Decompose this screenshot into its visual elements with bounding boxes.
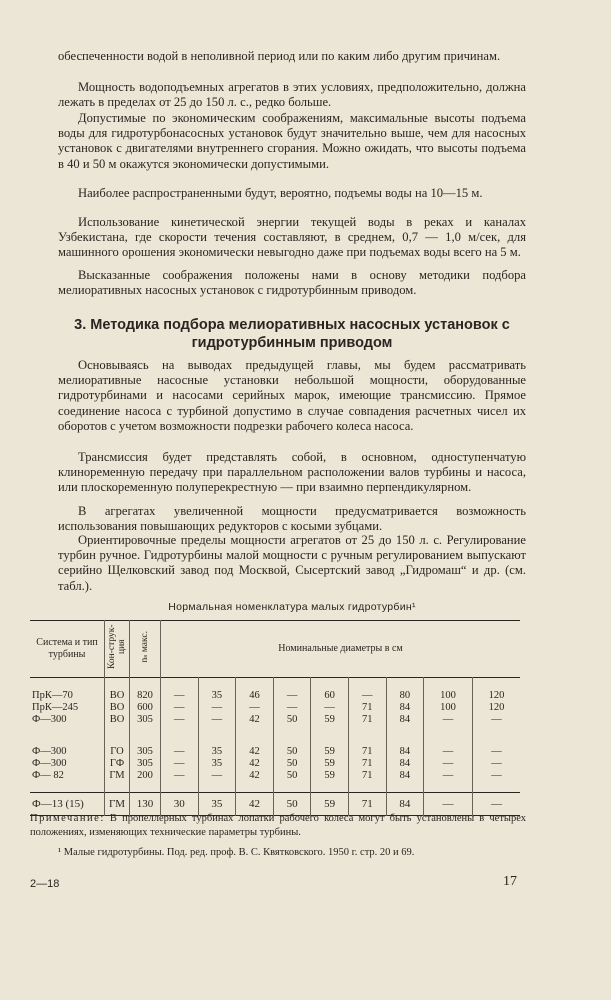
table-cell: ПрК—245: [32, 702, 79, 713]
table-cell: 50: [273, 770, 311, 782]
table-cell: 305: [130, 758, 161, 770]
table-cell: —: [472, 793, 520, 816]
table-spacer-row: [30, 782, 520, 793]
table-cell: 84: [386, 702, 424, 714]
table-cell: —: [424, 758, 473, 770]
table-cell: 820: [130, 690, 161, 702]
paragraph-6: Высказанные соображения положены нами в основу методики подбора мелиоративных насосных установок с гидротурбинным приводом.: [58, 268, 526, 298]
table-cell: 84: [386, 714, 424, 726]
table-cell: 42: [236, 746, 274, 758]
table-cell: —: [424, 793, 473, 816]
table-cell: 46: [236, 690, 274, 702]
table-cell: —: [472, 714, 520, 726]
table-cell: 42: [236, 758, 274, 770]
table-cell: 71: [348, 758, 386, 770]
table-cell: 84: [386, 758, 424, 770]
table-cell: ГФ: [105, 758, 130, 770]
table-cell: 84: [386, 746, 424, 758]
table-cell: Ф— 82: [32, 770, 64, 781]
table-cell: 84: [386, 770, 424, 782]
table-spacer-row: [30, 726, 520, 736]
footnote: ¹ Малые гидротурбины. Под. ред. проф. В. С. Квятковского. 1950 г. стр. 20 и 69.: [58, 847, 415, 858]
table-cell: Ф—300: [32, 714, 67, 725]
table-cell: 59: [311, 793, 349, 816]
table-spacer-row: [30, 736, 520, 746]
table-cell: 200: [130, 770, 161, 782]
paragraph-9: В агрегатах увеличенной мощности предусматривается возможность использования повышающих редукторов с косыми зубцами.: [58, 504, 526, 534]
table-spacer-row: [30, 678, 520, 691]
paragraph-2: Мощность водоподъемных агрегатов в этих условиях, предположительно, должна лежать в пределах от 25 до 150 л. с., редко больше.: [58, 80, 526, 110]
table-cell: 120: [472, 690, 520, 702]
table-cell: —: [161, 770, 199, 782]
table-cell: 35: [198, 690, 236, 702]
table-cell: —: [198, 702, 236, 714]
table-cell: 35: [198, 746, 236, 758]
table-cell: 59: [311, 746, 349, 758]
table-cell: 42: [236, 770, 274, 782]
table-cell: —: [161, 690, 199, 702]
paragraph-8: Трансмиссия будет представлять собой, в основном, одноступенчатую клиноременную передачу при параллельном расположении валов турбины и насоса, или плоскоременную полуперекрестную — при взаимно перпендикулярном.: [58, 450, 526, 495]
table-cell: 50: [273, 746, 311, 758]
table-note: [30, 812, 526, 840]
table-row: [30, 714, 520, 726]
table-cell: —: [424, 746, 473, 758]
table-cell: —: [472, 746, 520, 758]
table-caption: Нормальная номенклатура малых гидротурбин¹: [168, 601, 416, 613]
table-header-row: [30, 621, 520, 678]
table-cell: 84: [386, 793, 424, 816]
table-cell: 100: [424, 702, 473, 714]
table-cell: 50: [273, 758, 311, 770]
table-cell: 71: [348, 793, 386, 816]
table-cell: 30: [161, 793, 199, 816]
note-label: Примечание:: [30, 813, 105, 824]
header-diameters: Номинальные диаметры в см: [161, 621, 521, 678]
table-cell: Ф—300: [32, 746, 67, 757]
table-cell: 71: [348, 770, 386, 782]
table-cell: Ф—13 (15): [32, 798, 84, 810]
table-cell: Ф—300: [32, 758, 67, 769]
table-cell: ГО: [105, 746, 130, 758]
table-cell: 50: [273, 714, 311, 726]
table-cell: —: [472, 770, 520, 782]
paragraph-4: Наиболее распространенными будут, вероятно, подъемы воды на 10—15 м.: [78, 186, 483, 200]
paragraph-5: Использование кинетической энергии текущей воды в реках и каналах Узбекистана, где скорости течения составляют, в среднем, 0,7 — 1,0 м/сек, для машинного орошения экономически невыгодно даже при подъемах воды всего на 5 м.: [58, 215, 526, 260]
table-cell: 71: [348, 702, 386, 714]
table-cell: 71: [348, 714, 386, 726]
table-cell: —: [424, 770, 473, 782]
table-cell: —: [348, 690, 386, 702]
table-cell: —: [273, 702, 311, 714]
table-cell: 50: [273, 793, 311, 816]
table-cell: 59: [311, 714, 349, 726]
paragraph-1: обеспеченности водой в неполивной период или по каким либо другим причинам.: [58, 49, 501, 63]
table-cell: 59: [311, 770, 349, 782]
table-cell: ГМ: [105, 793, 130, 816]
table-cell: 35: [198, 793, 236, 816]
table-cell: —: [472, 758, 520, 770]
paragraph-7: Основываясь на выводах предыдущей главы, мы будем рассматривать мелиоративные насосные установки небольшой мощности, оборудованные гидротурбинами и насосами серийных марок, имеющие трансмиссию. Прямое соединение насоса с турбиной допустимо в случае совпадения расчетных чисел их оборотов с учетом возможности подрезки рабочего колеса насоса.: [58, 358, 526, 433]
table-cell: 100: [424, 690, 473, 702]
printer-signature: 2—18: [30, 878, 60, 890]
table-row: [30, 746, 520, 758]
table-cell: 71: [348, 746, 386, 758]
paragraph-3: Допустимые по экономическим соображениям, максимальные высоты подъема воды для гидротурбонасосных установок будут значительно выше, чем для насосных установок с двигателями внутреннего сгорания. Можно ожидать, что высоты подъема в 40 и 50 м окажутся экономически допустимыми.: [58, 111, 526, 171]
table-cell: 42: [236, 714, 274, 726]
header-construction: Кон-струк-ция: [107, 624, 127, 670]
table-cell: ПрК—70: [32, 690, 73, 701]
table-cell: —: [198, 714, 236, 726]
table-cell: —: [161, 714, 199, 726]
paragraph-10: Ориентировочные пределы мощности агрегатов от 25 до 150 л. с. Регулирование турбин ручное. Гидротурбины малой мощности с ручным регулированием выпускают серийно Щелковский завод под Москвой, Сысертский завод „Гидромаш“ и др. (см. табл.).: [58, 533, 526, 593]
table-cell: ВО: [105, 702, 130, 714]
table-cell: ВО: [105, 714, 130, 726]
table-cell: 305: [130, 714, 161, 726]
table-cell: 60: [311, 690, 349, 702]
table-cell: 120: [472, 702, 520, 714]
note-text: В пропеллерных турбинах лопатки рабочего колеса могут быть установлены в четырех положениях, изменяющих технические параметры турбины.: [30, 813, 527, 838]
table-cell: 80: [386, 690, 424, 702]
header-system: Система и тип турбины: [36, 637, 98, 660]
table-cell: 42: [236, 793, 274, 816]
table-cell: 59: [311, 758, 349, 770]
table-row: [30, 702, 520, 714]
table-cell: 305: [130, 746, 161, 758]
table-cell: —: [161, 758, 199, 770]
table-cell: —: [311, 702, 349, 714]
header-ns: nₛ макс.: [140, 631, 150, 663]
table-row: [30, 758, 520, 770]
table-cell: —: [424, 714, 473, 726]
table-cell: 35: [198, 758, 236, 770]
table-cell: —: [161, 746, 199, 758]
table-body: [30, 678, 520, 816]
table-cell: 600: [130, 702, 161, 714]
table-cell: —: [198, 770, 236, 782]
table-cell: ВО: [105, 690, 130, 702]
table-cell: —: [161, 702, 199, 714]
table-row: [30, 690, 520, 702]
table-cell: ГМ: [105, 770, 130, 782]
section-heading: 3. Методика подбора мелиоративных насосных установок с гидротурбинным приводом: [74, 317, 510, 351]
table-cell: —: [236, 702, 274, 714]
page-number: 17: [503, 874, 517, 889]
turbine-table: [30, 620, 520, 816]
table-cell: 130: [130, 793, 161, 816]
table-cell: —: [273, 690, 311, 702]
table-row: [30, 770, 520, 782]
